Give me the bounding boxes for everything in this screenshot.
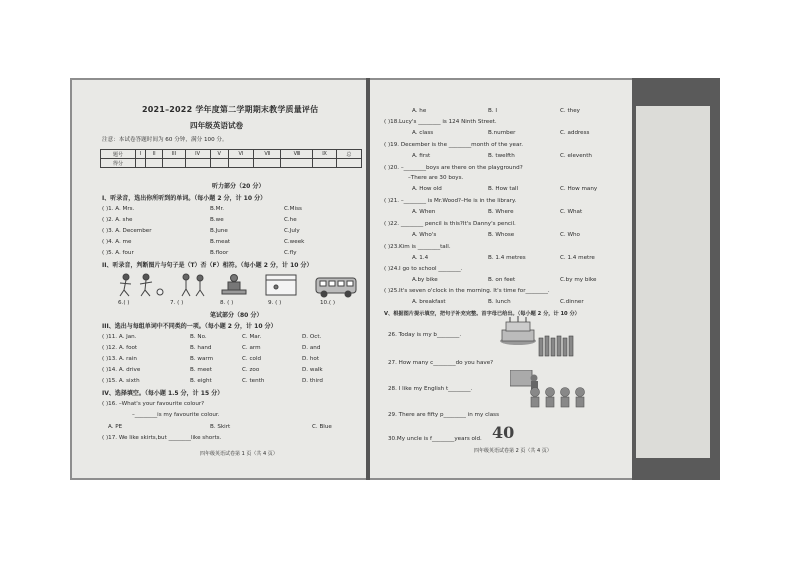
q25-option: A. breakfast [412,299,446,305]
question-5-heading: V、根据图片提示填空，把句子补充完整。首字母已给出。（每小题 2 分，计 10 分） [384,311,580,317]
q16-option: C. Blue [312,424,332,430]
q3-item: ( )15. A. sixth [102,378,140,384]
q25-option: B. lunch [488,299,511,305]
number-forty-picture: 40 [492,423,515,442]
q17-option: C. they [560,108,580,114]
q3-option: B. No. [190,334,207,340]
page-footer-left: 四年级英语试卷第 1 页（共 4 页） [200,451,278,457]
picture-label: 10.( ) [320,300,336,306]
q1-option: B.Mr. [210,206,225,212]
q1-option: B.meat [210,239,231,245]
q3-option: B. warm [190,356,214,362]
q26-text: 26. Today is my b________. [388,332,462,338]
score-col: III [162,150,185,159]
q20-option: B. How tall [488,186,519,192]
q27-text: 27. How many c________do you have? [388,360,494,366]
dark-background-edge [632,78,720,480]
q18-option: C. address [560,130,590,136]
q3-item: ( )14. A. drive [102,367,141,373]
score-table [100,149,362,168]
q20-option: C. How many [560,186,598,192]
q3-option: B. hand [190,345,212,351]
q3-option: D. hot [302,356,320,362]
q3-option: D. third [302,378,323,384]
q25-text: ( )25.It's seven o'clock in the morning. It's time for________. [384,288,550,294]
q17-option: A. he [412,108,427,114]
question-2-heading: II、听录音，判断图片与句子是（T）否（F）相符。（每小题 2 分，计 10 分） [102,262,313,269]
q28-text: 28. I like my English t________. [388,386,473,392]
exam-subtitle: 四年级英语试卷 [190,121,244,130]
q1-option: B.June [210,228,228,234]
q3-option: D. Oct. [302,334,322,340]
q16-option: B. Skirt [210,424,231,430]
q3-option: C. arm [242,345,261,351]
q16-option: A. PE [108,424,123,430]
q25-option: C.dinner [560,299,584,305]
exam-note: 注意：本试卷答题时间为 60 分钟，满分 100 分。 [102,137,228,143]
q18-option: B.number [488,130,516,136]
exam-title: 2021–2022 学年度第二学期期末教学质量评估 [142,105,319,114]
q24-option: C.by my bike [560,277,597,283]
listening-pictures [116,272,366,298]
q3-option: D. walk [302,367,323,373]
q23-option: B. 1.4 metres [488,255,526,261]
q1-item: ( )3. A. December [102,228,152,234]
q3-item: ( )12. A. foot [102,345,138,351]
exam-page-right [370,80,632,478]
q20-answer: –There are 30 boys. [408,175,464,181]
q1-item: ( )4. A. me [102,239,132,245]
q23-option: C. 1.4 metre [560,255,595,261]
kids-playing-picture [182,274,204,296]
q22-option: C. Who [560,232,580,238]
q17-text: ( )17. We like skirts,but ________like shorts. [102,435,222,441]
picture-label: 8. ( ) [220,300,234,306]
q1-option: C.week [284,239,305,245]
q30-text: 30.My uncle is f________years old. [388,436,482,442]
score-col: Ⅸ [313,150,336,159]
q1-option: B.we [210,217,224,223]
q3-option: B. eight [190,378,212,384]
q1-option: C.Miss [284,206,302,212]
q1-option: C.July [284,228,300,234]
q19-option: B. twelfth [488,153,515,159]
q18-text: ( )18.Lucy's ________ is 124 Ninth Street. [384,119,497,125]
q1-option: C.he [284,217,297,223]
q3-option: C. Mar. [242,334,262,340]
q17-option: B. I [488,108,498,114]
q3-option: C. zoo [242,367,260,373]
q20-text: ( )20. –________boys are there on the playground? [384,165,523,171]
q18-option: A. class [412,130,434,136]
q1-option: C.fly [284,250,297,256]
q1-item: ( )2. A. she [102,217,133,223]
q16-answer-line: –________is my favourite colour. [132,412,220,418]
person-at-table-picture [222,275,246,295]
score-col: IV [185,150,210,159]
q1-item: ( )1. A. Mrs. [102,206,135,212]
q22-option: A. Who's [412,232,437,238]
q1-option: B.floor [210,250,229,256]
q3-item: ( )11. A. Jan. [102,334,137,340]
q3-option: C. cold [242,356,262,362]
q20-option: A. How old [412,186,442,192]
birthday-cake-icon [498,316,538,346]
question-1-heading: I、听录音，选出你所听到的单词。（每小题 2 分，计 10 分） [102,195,267,202]
q24-option: B. on feet [488,277,516,283]
score-col: I [136,150,146,159]
q21-option: A. When [412,209,436,215]
q3-item: ( )13. A. rain [102,356,137,362]
score-col: II [146,150,163,159]
calendar-board-picture [266,275,296,295]
score-col: 总 [336,150,361,159]
q22-text: ( )22. ________ pencil is this?It's Danny's pencil. [384,221,516,227]
q3-option: B. meet [190,367,212,373]
score-table-row-label: 题号 [101,150,136,159]
exam-page-left [72,80,366,478]
score-col: Ⅶ [253,150,281,159]
q21-option: C. What [560,209,583,215]
score-table-row-label: 得分 [101,159,136,168]
q19-option: C. eleventh [560,153,592,159]
picture-label: 6.( ) [118,300,130,306]
listening-section-header: 听力部分（20 分） [212,183,265,190]
picture-label: 7. ( ) [170,300,184,306]
q19-text: ( )19. December is the ________month of the year. [384,142,523,148]
q21-option: B. Where [488,209,514,215]
written-section-header: 笔试部分（80 分） [210,312,263,319]
scanned-exam-photo [70,78,720,480]
q19-option: A. first [412,153,431,159]
q23-text: ( )23.Kim is ________tall. [384,244,451,250]
bus-picture [316,278,356,297]
q23-option: A. 1.4 [412,255,429,261]
next-page-edge [636,106,710,458]
score-col: VI [229,150,254,159]
children-running-picture [120,274,163,296]
score-col: Ⅷ [281,150,313,159]
pupils-icon [528,386,590,414]
crayons-icon [538,334,578,358]
q24-text: ( )24.I go to school ________. [384,266,463,272]
q21-text: ( )21. –________ is Mr.Wood?–He is in the library. [384,198,517,204]
q3-option: C. tenth [242,378,265,384]
q24-option: A.by bike [412,277,438,283]
q22-option: B. Whose [488,232,515,238]
score-col: V [210,150,229,159]
question-4-heading: IV、选择填空。（每小题 1.5 分，计 15 分） [102,390,224,397]
picture-label: 9. ( ) [268,300,282,306]
q29-text: 29. There are fifty p________ in my class [388,412,499,418]
q3-option: D. and [302,345,321,351]
question-3-heading: III、选出与每组单词中不同类的一项。（每小题 2 分，计 10 分） [102,323,277,330]
q1-item: ( )5. A. four [102,250,134,256]
q16-text: ( )16. –What's your favourite colour? [102,401,205,407]
page-footer-right: 四年级英语试卷第 2 页（共 4 页） [474,448,552,454]
